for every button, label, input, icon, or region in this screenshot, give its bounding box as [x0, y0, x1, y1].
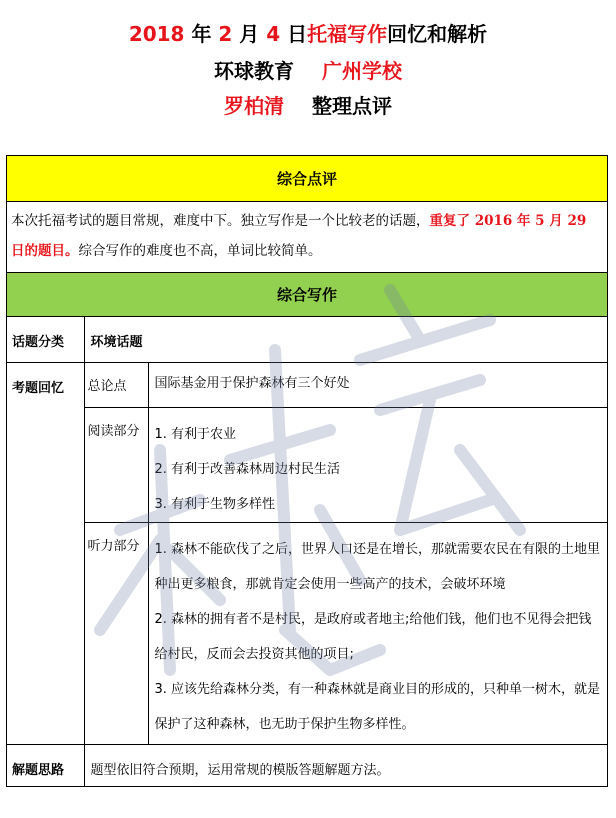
header-title	[0, 18, 616, 47]
overview-title: 综合点评	[7, 156, 607, 202]
listening-item: 3. 应该先给森林分类，有一种森林就是商业目的形成的，只种单一树木，就是保护了这种森林，也无助于保护生物多样性。	[154, 681, 601, 732]
header-tail: 回忆和解析	[387, 22, 488, 46]
integrated-title: 综合写作	[7, 273, 607, 317]
header-text-day-suffix: 日	[280, 22, 308, 46]
header-org-line	[0, 55, 616, 84]
header-org: 环球教育	[214, 59, 294, 83]
header-topic: 托福写作	[307, 22, 388, 46]
thesis-value: 国际基金用于保护森林有三个好处	[148, 362, 607, 407]
header-school: 广州学校	[322, 59, 402, 83]
approach-label: 解题思路	[7, 744, 84, 786]
overview-text-b: 综合写作的难度也不高，单词比较简单。	[78, 243, 322, 259]
header-day: 4	[266, 22, 281, 46]
reading-label: 阅读部分	[84, 407, 148, 522]
header-role: 整理点评	[312, 94, 392, 118]
listening-label: 听力部分	[84, 522, 148, 744]
overview-text-emphasis: 重复了 2016 年 5 月 29 日的题目。	[11, 213, 587, 259]
header-author-line	[0, 90, 616, 119]
recall-label: 考题回忆	[7, 362, 84, 744]
topic-label: 话题分类	[7, 317, 84, 362]
overview-text-a: 本次托福考试的题目常规，难度中下。独立写作是一个比较老的话题，	[11, 213, 430, 229]
listening-item: 2. 森林的拥有者不是村民，是政府或者地主;给他们钱，他们也不见得会把钱给村民，反而会去投资其他的项目;	[154, 611, 592, 662]
header-author: 罗柏清	[224, 94, 284, 118]
header-text-year-suffix: 年	[184, 22, 219, 46]
approach-value: 题型依旧符合预期，运用常规的模版答题解题方法。	[84, 744, 607, 786]
overview-text	[7, 202, 607, 273]
topic-value: 环境话题	[84, 317, 607, 362]
report-table	[6, 155, 608, 787]
thesis-label: 总论点	[84, 362, 148, 407]
reading-item: 3. 有利于生物多样性	[154, 496, 276, 512]
listening-item: 1. 森林不能砍伐了之后，世界人口还是在增长，那就需要农民在有限的土地里种出更多粮食，那就肯定会使用一些高产的技术，会破坏环境	[154, 541, 601, 592]
header-year: 2018	[128, 22, 185, 46]
reading-item: 2. 有利于改善森林周边村民生活	[154, 461, 341, 477]
header-text-month-suffix: 月	[232, 22, 267, 46]
reading-list	[148, 407, 607, 522]
reading-item: 1. 有利于农业	[154, 426, 237, 442]
listening-list	[148, 522, 607, 744]
integrated-table	[7, 317, 607, 786]
header-month: 2	[218, 22, 233, 46]
